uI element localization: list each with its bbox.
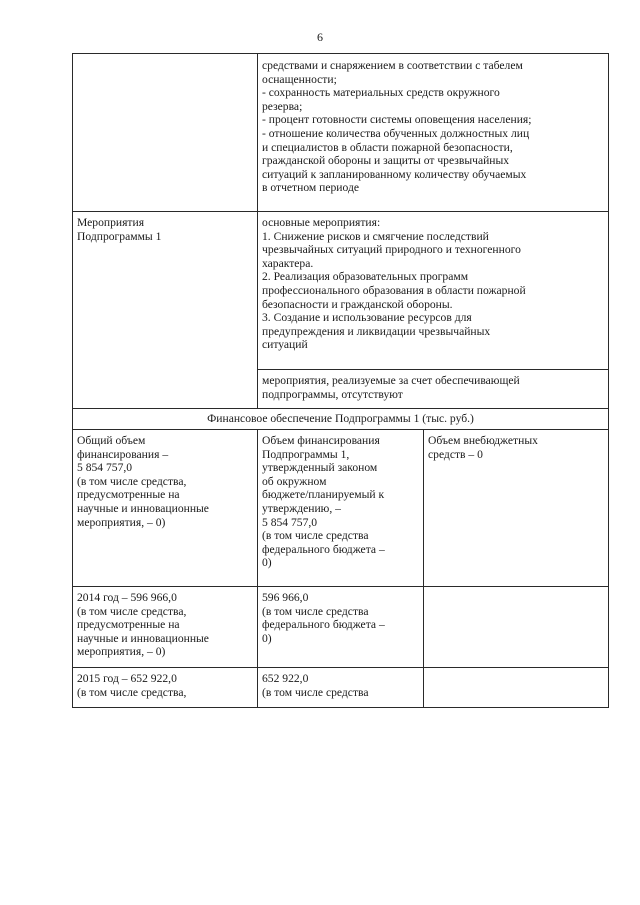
text-line: утвержденный законом xyxy=(262,461,378,475)
text-line: ситуаций к запланированному количеству обучаемых xyxy=(262,167,527,181)
text-line: мероприятия, реализуемые за счет обеспечивающей xyxy=(262,374,520,387)
text-line: предупреждения и ликвидации чрезвычайных xyxy=(262,324,491,338)
text-line: 2014 год – 596 966,0 xyxy=(77,591,177,604)
table-border-right xyxy=(608,53,609,708)
text-line: мероприятия, – 0) xyxy=(77,645,166,659)
text-line: и специалистов в области пожарной безопасности, xyxy=(262,140,513,154)
text-line: (в том числе средства, xyxy=(77,474,187,488)
table-border-top xyxy=(72,53,609,54)
text-line: безопасности и гражданской обороны. xyxy=(262,297,453,311)
text-line: 5 854 757,0 xyxy=(77,461,133,475)
text-line: средств – 0 xyxy=(428,447,483,461)
text-line: федерального бюджета – xyxy=(262,542,385,556)
indicators-continuation-cell xyxy=(262,59,606,195)
row-divider-measures xyxy=(72,211,609,212)
table-border-bottom xyxy=(72,707,609,708)
row-divider-financing-header-top xyxy=(72,408,609,409)
text-line: - сохранность материальных средств окружного xyxy=(262,86,500,100)
table-divider-main xyxy=(257,53,258,409)
row-divider-financing-header-bottom xyxy=(72,429,609,430)
financing-header xyxy=(73,412,608,426)
text-line: Мероприятия xyxy=(77,216,145,229)
text-line: - отношение количества обученных должностных лиц xyxy=(262,126,530,140)
text-line: бюджете/планируемый к xyxy=(262,488,385,502)
text-line: предусмотренные на xyxy=(77,488,180,502)
text-line: в отчетном периоде xyxy=(262,181,360,195)
text-line: 5 854 757,0 xyxy=(262,515,318,529)
text-line: (в том числе средства xyxy=(262,604,369,618)
row-divider-support xyxy=(257,369,609,370)
text-line: (в том числе средства xyxy=(262,685,369,699)
page-number: 6 xyxy=(317,30,323,44)
text-line: утверждению, – xyxy=(262,501,341,515)
row-divider-2014 xyxy=(72,586,609,587)
measures-main-cell xyxy=(262,216,606,352)
text-line: - процент готовности системы оповещения населения; xyxy=(262,113,532,127)
financing-2015-col1 xyxy=(77,672,255,699)
text-line: Общий объем xyxy=(77,434,146,447)
financing-2014-col2 xyxy=(262,591,422,645)
text-line: об окружном xyxy=(262,474,327,488)
text-line: (в том числе средства xyxy=(262,529,369,543)
text-line: научные и инновационные xyxy=(77,631,209,645)
text-line: научные и инновационные xyxy=(77,501,209,515)
text-line: 2. Реализация образовательных программ xyxy=(262,270,469,284)
text-line: Объем финансирования xyxy=(262,434,380,447)
text-line: 596 966,0 xyxy=(262,591,309,604)
row-divider-2015 xyxy=(72,667,609,668)
text-line: Объем внебюджетных xyxy=(428,434,538,447)
text-line: 2015 год – 652 922,0 xyxy=(77,672,177,685)
text-line: чрезвычайных ситуаций природного и техногенного xyxy=(262,243,521,257)
text-line: ситуаций xyxy=(262,338,308,352)
text-line: 0) xyxy=(262,631,272,645)
measures-support-cell xyxy=(262,374,606,401)
financing-total-col2 xyxy=(262,434,422,570)
financing-2014-col1 xyxy=(77,591,255,659)
text-line: мероприятия, – 0) xyxy=(77,515,166,529)
text-line: (в том числе средства, xyxy=(77,685,187,699)
text-line: подпрограммы, отсутствуют xyxy=(262,387,403,401)
text-line: Подпрограммы 1 xyxy=(77,229,162,243)
text-line: федерального бюджета – xyxy=(262,618,385,632)
measures-label-cell xyxy=(77,216,255,243)
financing-2015-col2 xyxy=(262,672,422,699)
financing-total-col3 xyxy=(428,434,606,461)
text-line: основные мероприятия: xyxy=(262,216,381,229)
financing-total-col1 xyxy=(77,434,255,529)
text-line: средствами и снаряжением в соответствии с табелем xyxy=(262,59,523,72)
text-line: финансирования – xyxy=(77,447,169,461)
text-line: гражданской обороны и защиты от чрезвычайных xyxy=(262,154,510,168)
text-line: характера. xyxy=(262,256,314,270)
text-line: (в том числе средства, xyxy=(77,604,187,618)
text-line: предусмотренные на xyxy=(77,618,180,632)
text-line: оснащенности; xyxy=(262,72,337,86)
text-line: 652 922,0 xyxy=(262,672,309,685)
text-line: 3. Создание и использование ресурсов для xyxy=(262,311,472,325)
text-line: резерва; xyxy=(262,99,303,113)
text-line: Финансовое обеспечение Подпрограммы 1 (тыс. руб.) xyxy=(207,412,474,425)
text-line: 0) xyxy=(262,556,272,570)
text-line: Подпрограммы 1, xyxy=(262,447,350,461)
text-line: профессионального образования в области пожарной xyxy=(262,283,526,297)
table-border-left xyxy=(72,53,73,708)
text-line: 1. Снижение рисков и смягчение последствий xyxy=(262,229,489,243)
